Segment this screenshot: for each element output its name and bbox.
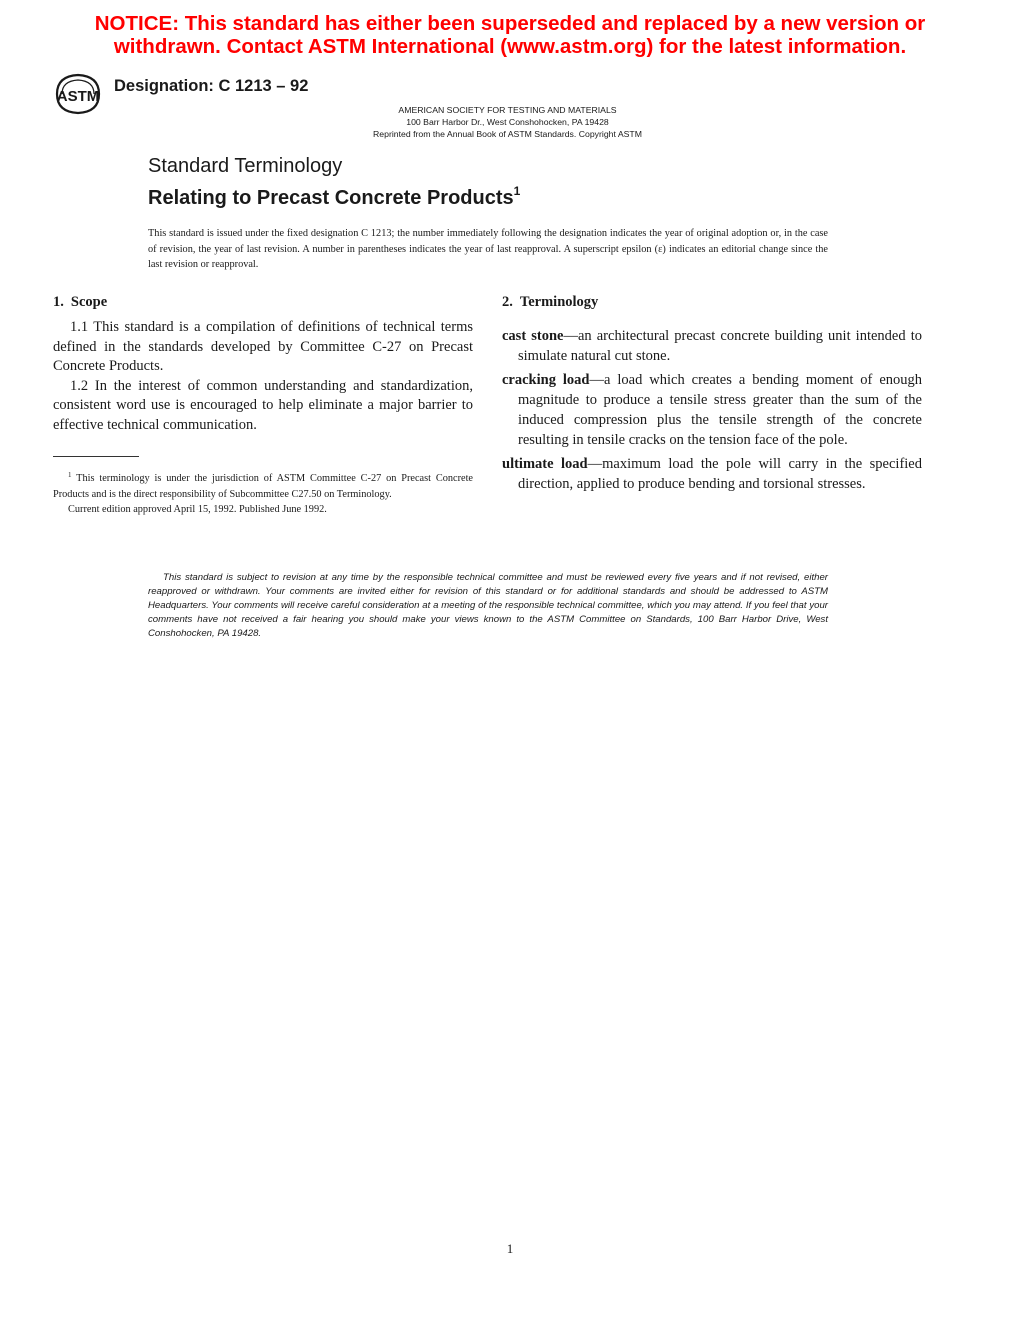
scope-heading (53, 293, 473, 312)
terminology-section (502, 293, 922, 498)
logo-text: ASTM (56, 88, 100, 105)
scope-heading-text: Scope (70, 294, 108, 310)
title-line-2 (148, 179, 520, 211)
designation: Designation: C 1213 – 92 (114, 77, 309, 95)
scope-paragraph-1-1: 1.1 This standard is a compilation of definitions of technical terms defined in the standards developed by Committee C-27 on Precast Concrete Products. (53, 319, 473, 374)
page-number: 1 (506, 1241, 514, 1256)
publisher-name: AMERICAN SOCIETY FOR TESTING AND MATERIALS (398, 105, 617, 115)
scope-paragraph-1-2: 1.2 In the interest of common understanding and standardization, consistent word use is encouraged to help eliminate a major barrier to effective technical communication. (53, 377, 473, 433)
term-entry (502, 454, 922, 494)
footnote-mark: 1 (68, 471, 72, 479)
term-definition: —maximum load the pole will carry in the specified direction, applied to produce bending and torsional stresses. (518, 456, 922, 492)
edition-note: Current edition approved April 15, 1992. Published June 1992. (68, 504, 327, 515)
title-line-1: Standard Terminology (148, 155, 343, 177)
terminology-heading (502, 293, 922, 312)
withdrawal-notice (0, 12, 1020, 58)
scope-number: 1. (53, 294, 64, 310)
term-name: cracking load (502, 372, 590, 388)
title-line-2-text: Relating to Precast Concrete Products (148, 187, 514, 209)
term-name: ultimate load (502, 456, 588, 472)
title-footnote-mark: 1 (513, 184, 521, 198)
footnote-1 (53, 468, 473, 502)
publisher-block (330, 104, 685, 140)
preamble: This standard is issued under the fixed designation C 1213; the number immediately following the designation indicates the year of original adoption or, in the case of revision, the year of last revision. A number in parentheses indicates the year of last reapproval. A superscript epsilon (ε) indicates an editorial change since the last revision or reapproval. (148, 228, 828, 270)
reprint-note: Reprinted from the Annual Book of ASTM Standards. Copyright ASTM (373, 129, 642, 139)
term-entry (502, 370, 922, 450)
term-definition: —a load which creates a bending moment of enough magnitude to produce a tensile stress greater than the sum of the induced compression plus the tensile strength of the concrete resulting in tensile cracks on the tension face of the pole. (518, 372, 923, 448)
publisher-address: 100 Barr Harbor Dr., West Conshohocken, PA 19428 (406, 117, 609, 127)
revision-notice: This standard is subject to revision at any time by the responsible technical committee and must be reviewed every five years and if not revised, either reapproved or withdrawn. Your comments are invited either for revision of this standard or for additional standards and should be addressed to ASTM Headquarters. Your comments will receive careful consideration at a meeting of the responsible technical committee, which you may attend. If you feel that your comments have not received a fair hearing you should make your views known to the ASTM Committee on Standards, 100 Barr Harbor Drive, West Conshohocken, PA 19428. (148, 572, 828, 639)
terminology-number: 2. (502, 294, 513, 310)
notice-line-1: NOTICE: This standard has either been superseded and replaced by a new version or (94, 12, 926, 35)
term-definition: —an architectural precast concrete building unit intended to simulate natural cut stone. (518, 328, 922, 364)
footnote-divider (53, 456, 139, 457)
document-title (148, 154, 520, 211)
footnotes (53, 468, 473, 518)
notice-line-2: withdrawn. Contact ASTM International (www.astm.org) for the latest information. (113, 35, 907, 58)
astm-logo (53, 72, 103, 116)
terminology-heading-text: Terminology (519, 294, 599, 310)
term-name: cast stone (502, 328, 564, 344)
scope-section (53, 293, 473, 435)
footnote-1-text: This terminology is under the jurisdiction of ASTM Committee C-27 on Precast Concrete Products and is the direct responsibility of Subcommittee C27.50 on Terminology. (53, 473, 473, 500)
term-entry (502, 326, 922, 366)
